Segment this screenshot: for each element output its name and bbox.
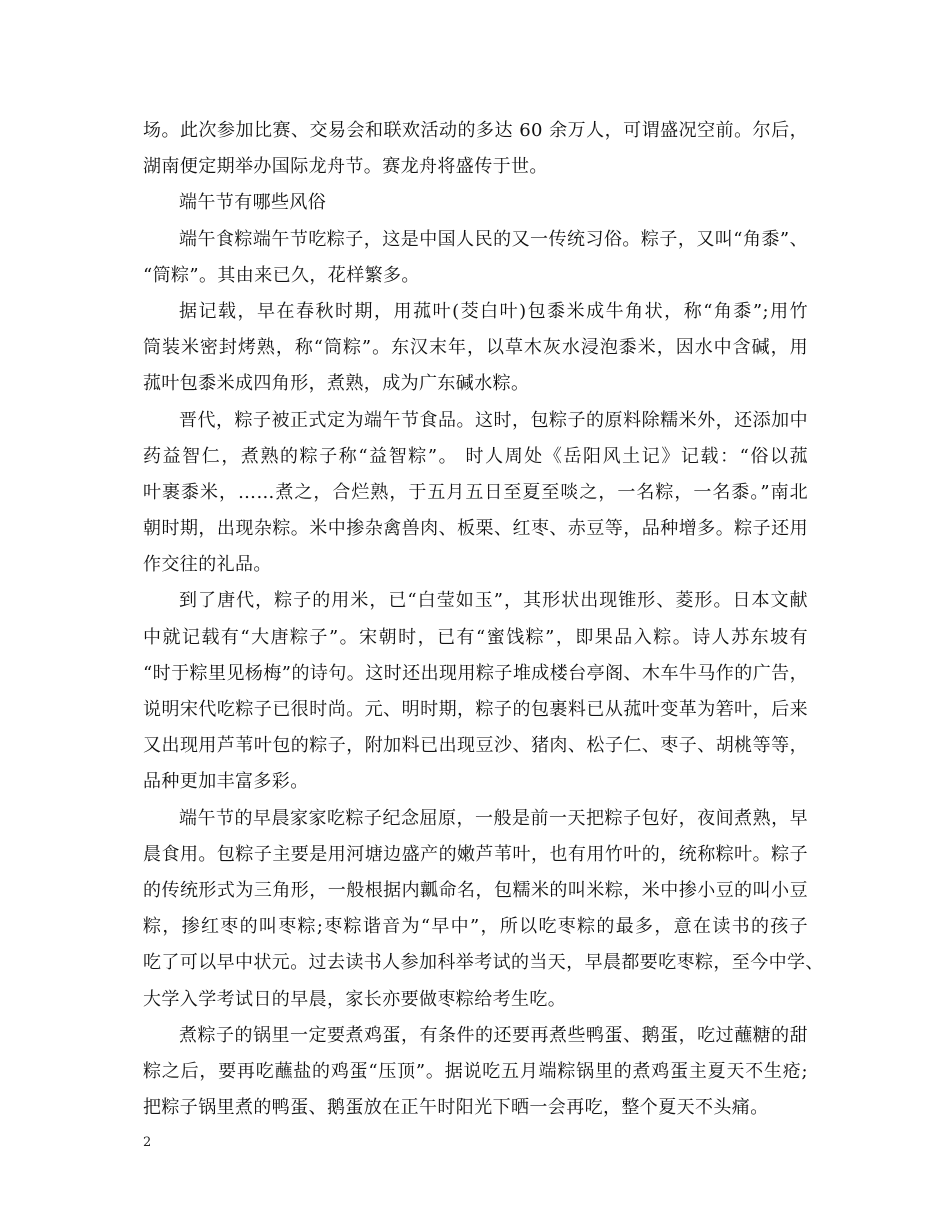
text-line: 菰叶包黍米成四角形，煮熟，成为广东碱水粽。 xyxy=(143,373,530,395)
text-line: 到了唐代，粽子的用米，已“白莹如玉”，其形状出现锥形、菱形。日本文献 xyxy=(179,590,808,612)
text-line: 吃了可以早中状元。过去读书人参加科举考试的当天，早晨都要吃枣粽，至今中学、 xyxy=(143,952,824,974)
text-line: 大学入学考试日的早晨，家长亦要做枣粽给考生吃。 xyxy=(143,988,567,1010)
text-line: 煮粽子的锅里一定要煮鸡蛋，有条件的还要再煮些鸭蛋、鹅蛋，吃过蘸糖的甜 xyxy=(179,1024,808,1046)
text-line: 晋代，粽子被正式定为端午节食品。这时，包粽子的原料除糯米外，还添加中 xyxy=(179,409,808,431)
text-line: 湖南便定期举办国际龙舟节。赛龙舟将盛传于世。 xyxy=(143,156,548,178)
text-line: 粽之后，要再吃蘸盐的鸡蛋“压顶”。据说吃五月端粽锅里的煮鸡蛋主夏天不生疮; xyxy=(143,1060,808,1082)
text-line: 晨食用。包粽子主要是用河塘边盛产的嫩芦苇叶，也有用竹叶的，统称粽叶。粽子 xyxy=(143,843,808,865)
text-line: 药益智仁，煮熟的粽子称“益智粽”。 时人周处《岳阳风土记》记载：“俗以菰 xyxy=(143,445,808,467)
text-line: 朝时期，出现杂粽。米中掺杂禽兽肉、板栗、红枣、赤豆等，品种增多。粽子还用 xyxy=(143,518,808,540)
text-line: 中就记载有“大唐粽子”。宋朝时，已有“蜜饯粽”，即果品入粽。诗人苏东坡有 xyxy=(143,626,808,648)
body-text xyxy=(143,113,824,1126)
text-line: 端午节的早晨家家吃粽子纪念屈原，一般是前一天把粽子包好，夜间煮熟，早 xyxy=(179,807,808,829)
text-line: 场。此次参加比赛、交易会和联欢活动的多达 60 余万人，可谓盛况空前。尔后， xyxy=(143,120,808,141)
text-line: 端午节有哪些风俗 xyxy=(179,192,327,214)
page-number: 2 xyxy=(143,1135,152,1150)
text-line: 说明宋代吃粽子已很时尚。元、明时期，粽子的包裹料已从菰叶变革为箬叶，后来 xyxy=(143,699,808,720)
text-line: 把粽子锅里煮的鸭蛋、鹅蛋放在正午时阳光下晒一会再吃，整个夏天不头痛。 xyxy=(143,1097,769,1119)
text-line: “时于粽里见杨梅”的诗句。这时还出现用粽子堆成楼台亭阁、木车牛马作的广告， xyxy=(143,662,808,684)
text-line: “筒粽”。其由来已久，花样繁多。 xyxy=(143,264,420,286)
text-line: 作交往的礼品。 xyxy=(143,554,272,576)
text-line: 粽，掺红枣的叫枣粽;枣粽谐音为“早中”，所以吃枣粽的最多，意在读书的孩子 xyxy=(143,916,808,938)
text-line: 又出现用芦苇叶包的粽子，附加料已出现豆沙、猪肉、松子仁、枣子、胡桃等等， xyxy=(143,735,808,757)
text-line: 据记载，早在春秋时期，用菰叶(茭白叶)包黍米成牛角状，称“角黍”;用竹 xyxy=(179,300,808,322)
text-line: 筒装米密封烤熟，称“筒粽”。东汉末年，以草木灰水浸泡黍米，因水中含碱，用 xyxy=(143,337,808,359)
text-line: 端午食粽端午节吃粽子，这是中国人民的又一传统习俗。粽子，又叫“角黍”、 xyxy=(179,228,808,250)
text-line: 叶裹黍米，……煮之，合烂熟，于五月五日至夏至啖之，一名粽，一名黍。”南北 xyxy=(143,481,808,503)
text-line: 的传统形式为三角形，一般根据内瓤命名，包糯米的叫米粽，米中掺小豆的叫小豆 xyxy=(143,879,808,901)
text-line: 品种更加丰富多彩。 xyxy=(143,771,309,793)
